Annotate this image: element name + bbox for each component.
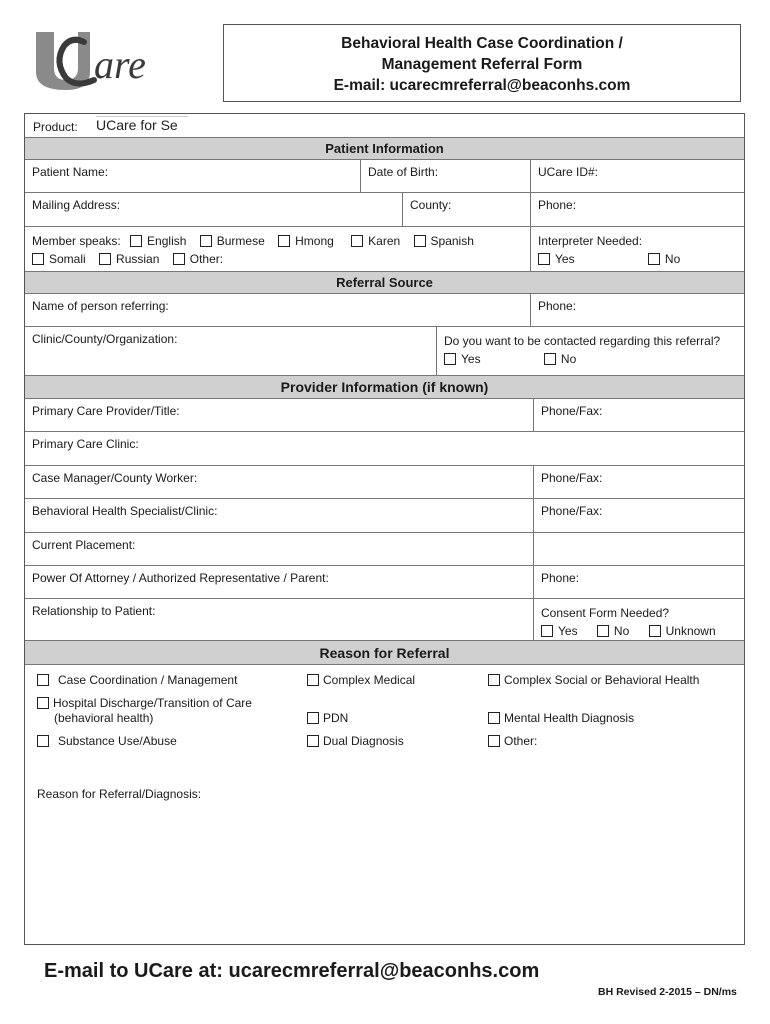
checkbox[interactable] xyxy=(99,253,111,265)
pcp-label: Primary Care Provider/Title: xyxy=(32,404,180,418)
pcc-label: Primary Care Clinic: xyxy=(32,437,139,451)
interpreter-no-option[interactable] xyxy=(648,250,680,268)
case-manager-label: Case Manager/County Worker: xyxy=(32,471,198,485)
checkbox[interactable] xyxy=(444,353,456,365)
county-field[interactable] xyxy=(402,193,530,226)
lang-other-label: Other: xyxy=(189,252,224,266)
title-line-1: Behavioral Health Case Coordination / xyxy=(341,35,623,52)
logo-text: are xyxy=(94,42,146,87)
reason-complex-medical-option[interactable] xyxy=(307,673,415,687)
mailing-address-field[interactable] xyxy=(25,193,402,226)
reason-mental-health-option[interactable] xyxy=(488,711,634,725)
contact-question-cell xyxy=(436,327,744,375)
title-line-2: Management Referral Form xyxy=(381,56,583,73)
ucare-id-field[interactable] xyxy=(530,160,744,192)
poa-field[interactable] xyxy=(25,566,533,598)
reason-other-option[interactable] xyxy=(488,734,537,748)
referrer-phone-field[interactable] xyxy=(530,294,744,326)
lang-somali-option[interactable] xyxy=(32,250,86,268)
lang-hmong-option[interactable] xyxy=(278,232,334,250)
checkbox[interactable] xyxy=(173,253,185,265)
contact-no-option[interactable] xyxy=(544,350,576,368)
checkbox[interactable] xyxy=(649,625,661,637)
checkbox[interactable] xyxy=(538,253,550,265)
product-label: Product: xyxy=(33,120,78,134)
reason-pdn-option[interactable] xyxy=(307,711,348,725)
lang-spanish-option[interactable] xyxy=(414,232,474,250)
poa-phone-field[interactable] xyxy=(533,566,744,598)
referrer-name-field[interactable] xyxy=(25,294,530,326)
checkbox[interactable] xyxy=(541,625,553,637)
placement-label: Current Placement: xyxy=(32,538,136,552)
case-manager-field[interactable] xyxy=(25,466,533,498)
reason-substance-label: Substance Use/Abuse xyxy=(58,734,177,748)
dob-field[interactable] xyxy=(360,160,530,192)
lang-karen-option[interactable] xyxy=(351,232,400,250)
reason-complex-social-option[interactable] xyxy=(488,673,699,687)
ucare-id-label: UCare ID#: xyxy=(538,165,599,179)
reason-diagnosis-area[interactable] xyxy=(37,806,732,936)
reason-complex-social-label: Complex Social or Behavioral Health xyxy=(504,673,700,687)
reason-other-label: Other: xyxy=(504,734,538,748)
consent-no-option[interactable] xyxy=(597,622,629,640)
lang-somali-label: Somali xyxy=(49,252,86,266)
lang-burmese-label: Burmese xyxy=(216,234,265,248)
bh-specialist-phone-fax-field[interactable] xyxy=(533,499,744,532)
lang-russian-option[interactable] xyxy=(99,250,159,268)
consent-yes-option[interactable] xyxy=(541,622,578,640)
consent-cell xyxy=(533,599,744,640)
reason-hospital-discharge-label: Hospital Discharge/Transition of Care xyxy=(53,696,252,710)
contact-yes-label: Yes xyxy=(461,352,481,366)
reason-dual-diagnosis-label: Dual Diagnosis xyxy=(323,734,404,748)
reason-case-coordination-option[interactable] xyxy=(37,673,237,687)
checkbox[interactable] xyxy=(307,674,319,686)
interpreter-yes-option[interactable] xyxy=(538,250,575,268)
pcc-row xyxy=(25,432,744,466)
patient-info-header: Patient Information xyxy=(25,138,744,160)
reason-mental-health-label: Mental Health Diagnosis xyxy=(504,711,635,725)
mailing-row xyxy=(25,193,744,227)
mailing-address-label: Mailing Address: xyxy=(32,198,121,212)
lang-hmong-label: Hmong xyxy=(295,234,334,248)
member-speaks-cell xyxy=(25,227,530,271)
clinic-org-label: Clinic/County/Organization: xyxy=(32,332,178,346)
consent-label: Consent Form Needed? xyxy=(541,606,670,620)
placement-field[interactable] xyxy=(25,533,533,565)
relationship-field[interactable] xyxy=(25,599,533,640)
patient-phone-label: Phone: xyxy=(538,198,577,212)
clinic-org-field[interactable] xyxy=(25,327,436,375)
county-label: County: xyxy=(410,198,452,212)
contact-question-label: Do you want to be contacted regarding this referral? xyxy=(444,334,721,348)
referrer-phone-label: Phone: xyxy=(538,299,577,313)
checkbox[interactable] xyxy=(648,253,660,265)
checkbox[interactable] xyxy=(37,697,49,709)
reason-substance-option[interactable] xyxy=(37,734,177,748)
patient-name-label: Patient Name: xyxy=(32,165,109,179)
bh-specialist-field[interactable] xyxy=(25,499,533,532)
reason-dual-diagnosis-option[interactable] xyxy=(307,734,404,748)
patient-name-row xyxy=(25,160,744,193)
reason-case-coordination-label: Case Coordination / Management xyxy=(58,673,238,687)
checkbox[interactable] xyxy=(544,353,556,365)
form-title xyxy=(223,24,741,102)
dob-label: Date of Birth: xyxy=(368,165,439,179)
provider-info-header: Provider Information (if known) xyxy=(25,376,744,399)
referral-source-header: Referral Source xyxy=(25,272,744,294)
relationship-row xyxy=(25,599,744,641)
placement-row xyxy=(25,533,744,566)
checkbox[interactable] xyxy=(488,735,500,747)
checkbox[interactable] xyxy=(200,235,212,247)
lang-russian-label: Russian xyxy=(116,252,160,266)
contact-yes-option[interactable] xyxy=(444,350,481,368)
bh-specialist-label: Behavioral Health Specialist/Clinic: xyxy=(32,504,218,518)
interpreter-label: Interpreter Needed: xyxy=(538,234,643,248)
checkbox[interactable] xyxy=(278,235,290,247)
reason-diagnosis-label: Reason for Referral/Diagnosis: xyxy=(37,787,202,801)
checkbox[interactable] xyxy=(130,235,142,247)
clinic-row xyxy=(25,327,744,376)
lang-english-label: English xyxy=(147,234,187,248)
checkbox[interactable] xyxy=(32,253,44,265)
pcc-field[interactable] xyxy=(25,432,744,465)
reason-hospital-discharge-option[interactable] xyxy=(37,696,252,726)
product-row xyxy=(25,114,744,138)
poa-label: Power Of Attorney / Authorized Representative / Parent: xyxy=(32,571,329,585)
ucare-logo xyxy=(32,28,217,94)
case-manager-phone-fax-label: Phone/Fax: xyxy=(541,471,603,485)
contact-no-label: No xyxy=(560,352,577,366)
poa-phone-label: Phone: xyxy=(541,571,580,585)
pcp-field[interactable] xyxy=(25,399,533,431)
checkbox[interactable] xyxy=(37,735,49,747)
consent-unknown-label: Unknown xyxy=(665,624,716,638)
checkbox[interactable] xyxy=(307,735,319,747)
consent-no-label: No xyxy=(613,624,630,638)
languages-row xyxy=(25,227,744,272)
referrer-name-label: Name of person referring: xyxy=(32,299,169,313)
checkbox[interactable] xyxy=(307,712,319,724)
product-input[interactable] xyxy=(96,116,188,133)
checkbox[interactable] xyxy=(488,712,500,724)
pcp-phone-fax-label: Phone/Fax: xyxy=(541,404,603,418)
lang-other-option[interactable] xyxy=(173,250,223,268)
reason-hospital-discharge-sub: (behavioral health) xyxy=(54,711,154,725)
lang-english-option[interactable] xyxy=(130,232,186,250)
referrer-row xyxy=(25,294,744,327)
placement-extra-field[interactable] xyxy=(533,533,744,565)
title-line-3: E-mail: ucarecmreferral@beaconhs.com xyxy=(333,77,631,94)
interpreter-cell xyxy=(530,227,744,271)
revision-note: BH Revised 2-2015 – DN/ms xyxy=(598,986,737,998)
member-speaks-label: Member speaks: xyxy=(32,234,121,248)
bh-specialist-phone-fax-label: Phone/Fax: xyxy=(541,504,603,518)
footer-email: E-mail to UCare at: ucarecmreferral@beaconhs.com xyxy=(44,960,540,982)
checkbox[interactable] xyxy=(597,625,609,637)
relationship-label: Relationship to Patient: xyxy=(32,604,156,618)
case-manager-phone-fax-field[interactable] xyxy=(533,466,744,498)
lang-burmese-option[interactable] xyxy=(200,232,265,250)
checkbox[interactable] xyxy=(414,235,426,247)
interpreter-no-label: No xyxy=(664,252,681,266)
pcp-row xyxy=(25,399,744,432)
lang-karen-label: Karen xyxy=(368,234,401,248)
patient-name-field[interactable] xyxy=(25,160,360,192)
consent-unknown-option[interactable] xyxy=(649,622,716,640)
checkbox[interactable] xyxy=(37,674,49,686)
interpreter-yes-label: Yes xyxy=(555,252,575,266)
reason-complex-medical-label: Complex Medical xyxy=(323,673,416,687)
bh-specialist-row xyxy=(25,499,744,533)
case-manager-row xyxy=(25,466,744,499)
reason-pdn-label: PDN xyxy=(323,711,349,725)
patient-phone-field[interactable] xyxy=(530,193,744,226)
lang-spanish-label: Spanish xyxy=(430,234,474,248)
poa-row xyxy=(25,566,744,599)
checkbox[interactable] xyxy=(351,235,363,247)
reason-header: Reason for Referral xyxy=(25,641,744,665)
pcp-phone-fax-field[interactable] xyxy=(533,399,744,431)
consent-yes-label: Yes xyxy=(558,624,578,638)
checkbox[interactable] xyxy=(488,674,500,686)
referral-form xyxy=(24,113,745,945)
